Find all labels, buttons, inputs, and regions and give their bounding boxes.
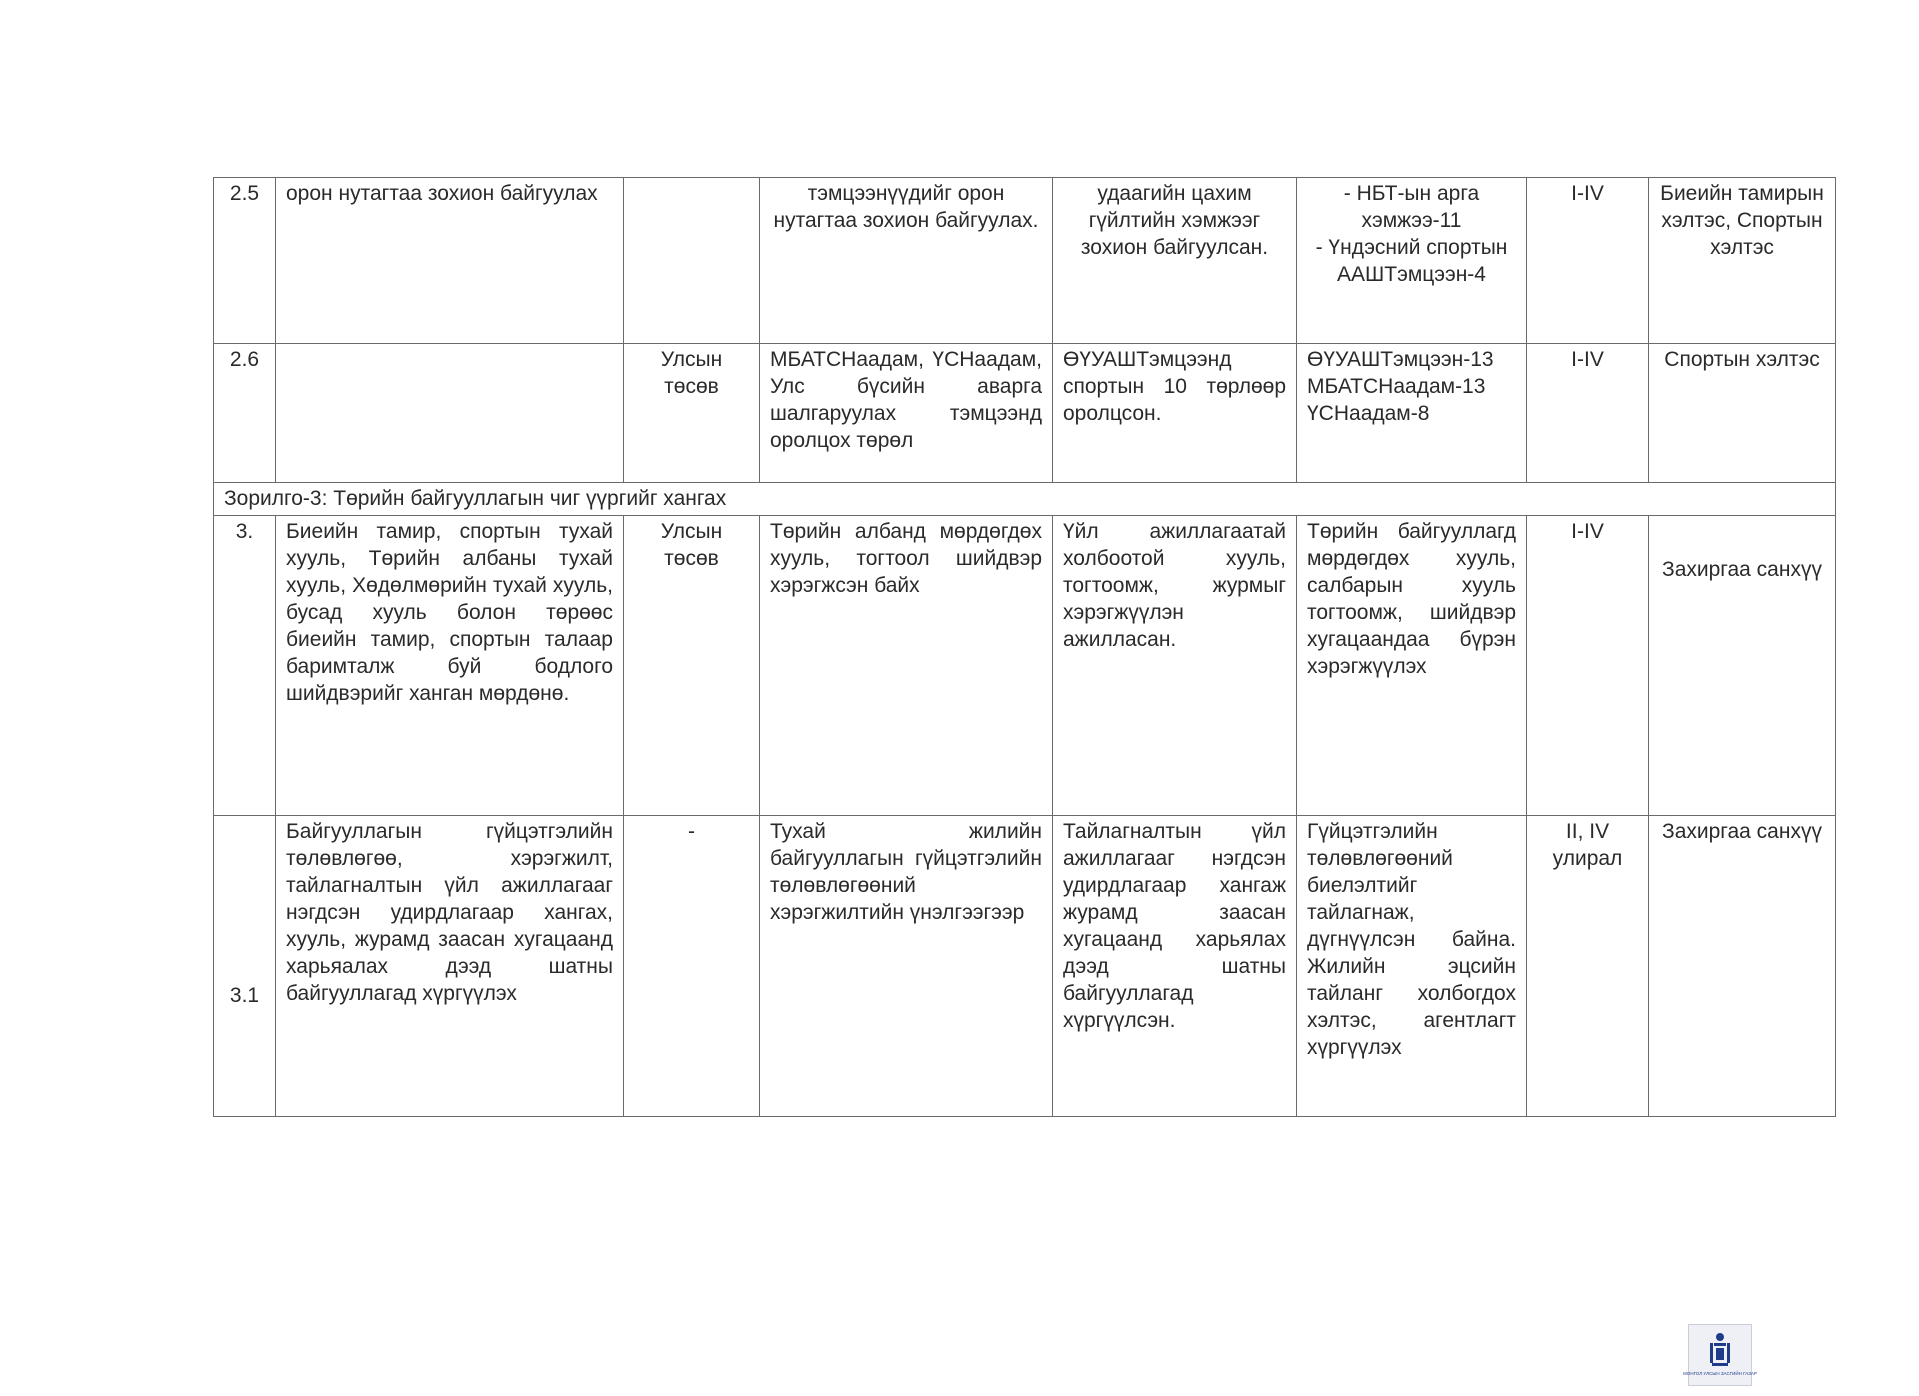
responsible-cell: Захиргаа санхүү <box>1649 816 1836 1117</box>
criteria-cell: МБАТСНаадам, ҮСНаадам, Улс бүсийн аварга шалгаруулах тэмцээнд оролцох төрөл <box>760 344 1053 483</box>
table-row <box>214 516 1836 816</box>
stamp-text: МОНГОЛ УЛСЫН ЗАСГИЙН ГАЗАР <box>1683 1371 1757 1376</box>
table-row <box>214 178 1836 344</box>
activity-cell <box>276 344 624 483</box>
budget-cell <box>624 178 760 344</box>
budget-cell: Улсын төсөв <box>624 516 760 816</box>
result-cell: ӨҮУАШТэмцээнд спортын 10 төрлөөр оролцсон. <box>1053 344 1297 483</box>
government-stamp <box>1683 1324 1757 1386</box>
responsible-cell: Биеийн тамирын хэлтэс, Спортын хэлтэс <box>1649 178 1836 344</box>
period-cell: II, IV улирал <box>1527 816 1649 1117</box>
budget-cell: - <box>624 816 760 1117</box>
indicator-cell <box>1297 344 1527 483</box>
table-row <box>214 344 1836 483</box>
indicator-line: ҮСНаадам-8 <box>1307 402 1430 425</box>
criteria-cell: Тухай жилийн байгууллагын гүйцэтгэлийн төлөвлөгөөний хэрэгжилтийн үнэлгээгээр <box>760 816 1053 1117</box>
responsible-cell: Захиргаа санхүү <box>1649 516 1836 816</box>
indicator-line: МБАТСНаадам-13 <box>1307 375 1486 398</box>
table-row <box>214 816 1836 1117</box>
result-cell: Үйл ажиллагаатай холбоотой хууль, тогтоомж, журмыг хэрэгжүүлэн ажилласан. <box>1053 516 1297 816</box>
row-number: 3. <box>214 516 276 816</box>
plan-table <box>213 177 1836 1117</box>
indicator-cell: Гүйцэтгэлийн төлөвлөгөөний биелэлтийг тайлагнаж, дүгнүүлсэн байна. Жилийн эцсийн тайланг холбогдох хэлтэс, агентлагт хүргүүлэх <box>1297 816 1527 1117</box>
budget-cell: Улсын төсөв <box>624 344 760 483</box>
activity-cell: Биеийн тамир, спортын тухай хууль, Төрийн албаны тухай хууль, Хөдөлмөрийн тухай хууль, бусад хууль болон төрөөс биеийн тамир, спортын талаар баримталж буй бодлого шийдвэрийг ханган мөрдөнө. <box>276 516 624 816</box>
indicator-line: - Үндэсний спортын ААШТэмцээн-4 <box>1315 236 1508 286</box>
result-cell: удаагийн цахим гүйлтийн хэмжээг зохион байгуулсан. <box>1053 178 1297 344</box>
criteria-cell: Төрийн албанд мөрдөгдөх хууль, тогтоол шийдвэр хэрэгжсэн байх <box>760 516 1053 816</box>
period-cell: I-IV <box>1527 344 1649 483</box>
row-number: 2.6 <box>214 344 276 483</box>
goal-3-heading: Зорилго-3: Төрийн байгууллагын чиг үүргийг хангах <box>214 483 1836 516</box>
activity-cell: орон нутагтаа зохион байгуулах <box>276 178 624 344</box>
soyombo-emblem-icon <box>1683 1325 1757 1385</box>
row-number: 3.1 <box>214 816 276 1117</box>
period-cell: I-IV <box>1527 178 1649 344</box>
indicator-line: ӨҮУАШТэмцээн-13 <box>1307 348 1494 371</box>
indicator-cell <box>1297 178 1527 344</box>
indicator-cell: Төрийн байгууллагд мөрдөгдөх хууль, салбарын хууль тогтоомж, шийдвэр хугацаандаа бүрэн хэрэгжүүлэх <box>1297 516 1527 816</box>
row-number: 2.5 <box>214 178 276 344</box>
indicator-line: - НБТ-ын арга хэмжээ-11 <box>1343 182 1480 232</box>
result-cell: Тайлагналтын үйл ажиллагааг нэгдсэн удирдлагаар хангаж журамд заасан хугацаанд харьялах дээд шатны байгууллагад хүргүүлсэн. <box>1053 816 1297 1117</box>
period-cell: I-IV <box>1527 516 1649 816</box>
criteria-cell: тэмцээнүүдийг орон нутагтаа зохион байгуулах. <box>760 178 1053 344</box>
goal-row <box>214 483 1836 516</box>
responsible-cell: Спортын хэлтэс <box>1649 344 1836 483</box>
activity-cell: Байгууллагын гүйцэтгэлийн төлөвлөгөө, хэрэгжилт, тайлагналтын үйл ажиллагааг нэгдсэн удирдлагаар хангах, хууль, журамд заасан хугацаанд харьяалах дээд шатны байгууллагад хүргүүлэх <box>276 816 624 1117</box>
